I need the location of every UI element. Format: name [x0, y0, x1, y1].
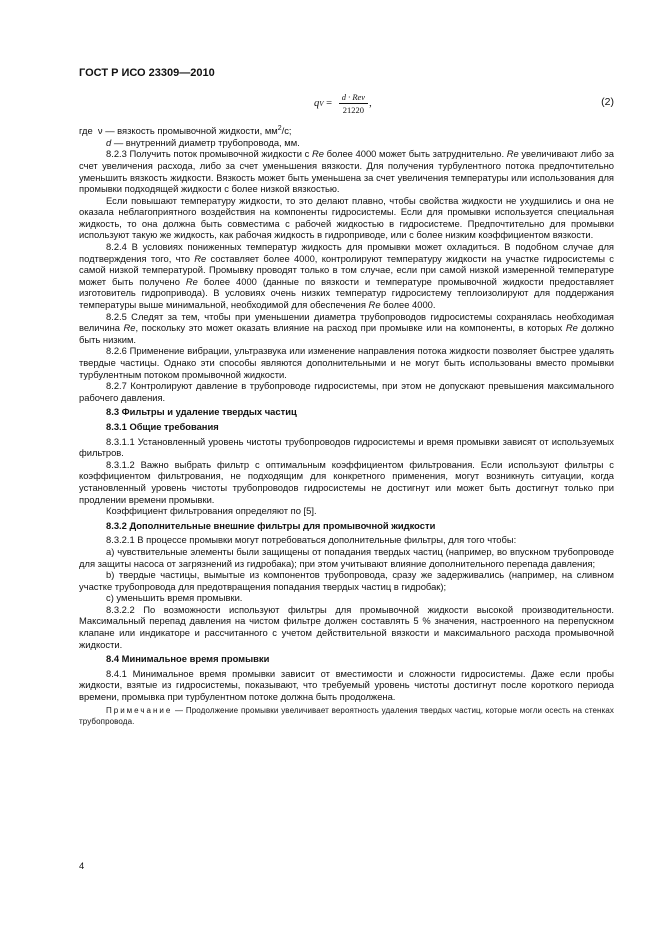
- re-symbol: Re: [368, 299, 381, 311]
- p824-d: более 4000.: [380, 299, 436, 311]
- nu-end: /с;: [281, 125, 292, 137]
- note-text: — Продолжение промывки увеличивает вероятность удаления твердых частиц, которые могли осесть на стенках трубопровода.: [79, 705, 614, 726]
- where-d: [79, 137, 614, 149]
- paragraph-8-3-2-2: 8.3.2.2 По возможности используют фильтры для промывочной жидкости высокой производительности. Максимальный перепад давления на чистом фильтре должен составлять 5 % значения, настроенного на перепускном клапане или индикаторе и рассчитанного с учетом действительной вязкости и максимального расхода промывочной жидкости.: [79, 603, 614, 650]
- formula-tail: ,: [369, 98, 372, 109]
- re-symbol: Re: [185, 275, 198, 287]
- paragraph-8-4-1: 8.4.1 Минимальное время промывки зависит от вместимости и сложности гидросистемы. Даже если пробы жидкости, взятые из гидросистемы, показывают, что требуемый уровень чистоты достигнут после короткого периода времени, промывка при турбулентном потоке должна быть продолжена.: [79, 667, 614, 703]
- formula-numerator: d · Reν: [339, 92, 368, 104]
- formula-lhs: q: [314, 98, 320, 109]
- page-number: 4: [79, 860, 85, 871]
- heading-8-4: 8.4 Минимальное время промывки: [106, 653, 270, 665]
- d-symbol: d: [106, 136, 112, 148]
- p825-c: должно быть низким.: [79, 322, 614, 345]
- p824-a: 8.2.4 В условиях пониженных температур жидкость для промывки может охладиться. В подобном случае для подтверждения того, что: [79, 241, 614, 264]
- formula-2: [79, 92, 614, 122]
- note: [79, 705, 614, 727]
- heading-8-3-2: 8.3.2 Дополнительные внешние фильтры для промывочной жидкости: [106, 519, 436, 531]
- where-nu: [79, 123, 614, 137]
- formula-denominator: 21220: [342, 105, 365, 115]
- standard-header: ГОСТ Р ИСО 23309—2010: [79, 67, 215, 79]
- re-symbol: Re: [506, 148, 519, 160]
- p823-b: более 4000 может быть затруднительно.: [323, 148, 507, 160]
- list-item-c: с) уменьшить время промывки.: [106, 592, 243, 604]
- body-text: [79, 123, 614, 727]
- p823-c: увеличивают либо за счет увеличения расхода, либо за счет уменьшения вязкости. Для получения турбулентного потока предпочтительно уменьшить вязкость жидкости. Вязкость может быть уменьшена за счет увеличения температуры или использования для промывки подходящей жидкости с более низкой вязкостью.: [79, 148, 614, 195]
- paragraph-8-2-4: [79, 241, 614, 311]
- re-symbol: Re: [565, 322, 578, 334]
- list-item-a: а) чувствительные элементы были защищены от попадания твердых частиц (например, во впускном трубопроводе для защиты насоса от загрязнений из гидробака); при этом учитывают влияние дополнительного перепада давления;: [79, 545, 614, 569]
- paragraph-8-2-5: [79, 311, 614, 346]
- p825-a: 8.2.5 Следят за тем, чтобы при уменьшении диаметра трубопроводов гидросистемы сохранялась необходимая величина: [79, 310, 614, 334]
- nu-sup: 2: [277, 125, 282, 132]
- p823-a: 8.2.3 Получить поток промывочной жидкости с: [106, 148, 312, 160]
- where-lead: где: [79, 125, 93, 137]
- heading-8-3-1: 8.3.1 Общие требования: [106, 420, 219, 432]
- paragraph-8-2-7: 8.2.7 Контролируют давление в трубопроводе гидросистемы, при этом не допускают превышения максимального рабочего давления.: [79, 380, 614, 403]
- d-text: — внутренний диаметр трубопровода, мм.: [111, 136, 300, 148]
- re-symbol: Re: [194, 252, 207, 264]
- p825-b: , поскольку это может оказать влияние на расход при промывке или на компоненты, в которых: [135, 322, 566, 334]
- paragraph-8-2-3: [79, 148, 614, 194]
- re-symbol: Re: [311, 148, 324, 160]
- re-symbol: Re: [123, 322, 136, 334]
- formula-equals: =: [323, 98, 335, 109]
- paragraph-8-2-3-cont: Если повышают температуру жидкости, то это делают плавно, чтобы свойства жидкости не ухудшились и она не оказала неблагоприятного воздействия на компоненты гидросистемы. Если для промывки используется специальная жидкость, то она должна быть совместима с рабочей жидкостью в гидросистеме. Предпочтительно для промывки используют такую же жидкость, как рабочая жидкость в гидроприводе, или с более низким коэффициентом вязкости.: [79, 194, 614, 241]
- formula-lhs-sub: V: [319, 99, 324, 108]
- list-item-b: b) твердые частицы, вымытые из компонентов трубопровода, сразу же задерживались (например, на сливном участке трубопровода для предотвращения попадания твердых частиц в гидробак);: [79, 569, 614, 592]
- paragraph-8-3-1-1: 8.3.1.1 Установленный уровень чистоты трубопроводов гидросистемы и время промывки зависят от используемых фильтров.: [79, 435, 614, 459]
- p824-c: более 4000 (данные по вязкости и температуре промывочной жидкости предоставляет изготовитель гидропривода). В условиях очень низких температур гидросистему теплоизолируют для поддержания температуры выше минимальной, необходимой для обеспечения: [79, 275, 614, 311]
- nu-symbol: ν: [97, 125, 103, 137]
- note-label: Примечание: [106, 705, 173, 715]
- paragraph-8-2-6: 8.2.6 Применение вибрации, ультразвука или изменение направления потока жидкости позволяет быстрее удалять твердые частицы. Однако эти способы являются дополнительными и не могут быть использованы вместо промывки турбулентным потоком промывочной жидкости.: [79, 345, 614, 380]
- paragraph-8-3-1-2-cont: Коэффициент фильтрования определяют по [5].: [106, 505, 317, 517]
- paragraph-8-3-1-2: 8.3.1.2 Важно выбрать фильтр с оптимальным коэффициентом фильтрования. Если используют фильтры с коэффициентом фильтрования, не подходящим для конкретного применения, могут возникнуть ситуации, когда установленный уровень чистоты трубопроводов гидросистемы не достигнут или может быть достигнут только при продлении времени промывки.: [79, 458, 614, 505]
- equation-number: (2): [601, 96, 614, 108]
- paragraph-8-3-2-1: 8.3.2.1 В процессе промывки могут потребоваться дополнительные фильтры, для того чтобы:: [106, 534, 517, 546]
- heading-8-3: 8.3 Фильтры и удаление твердых частиц: [106, 406, 297, 418]
- nu-text: — вязкость промывочной жидкости, мм: [102, 125, 278, 137]
- flow-formula: [314, 92, 372, 115]
- p824-b: составляет более 4000, контролируют температуру жидкости на участке гидросистемы с самой низкой температурой. Промывку проводят только в том случае, если при самой низкой измеренной температуре может быть получено: [79, 252, 614, 287]
- formula-fraction: [339, 92, 368, 115]
